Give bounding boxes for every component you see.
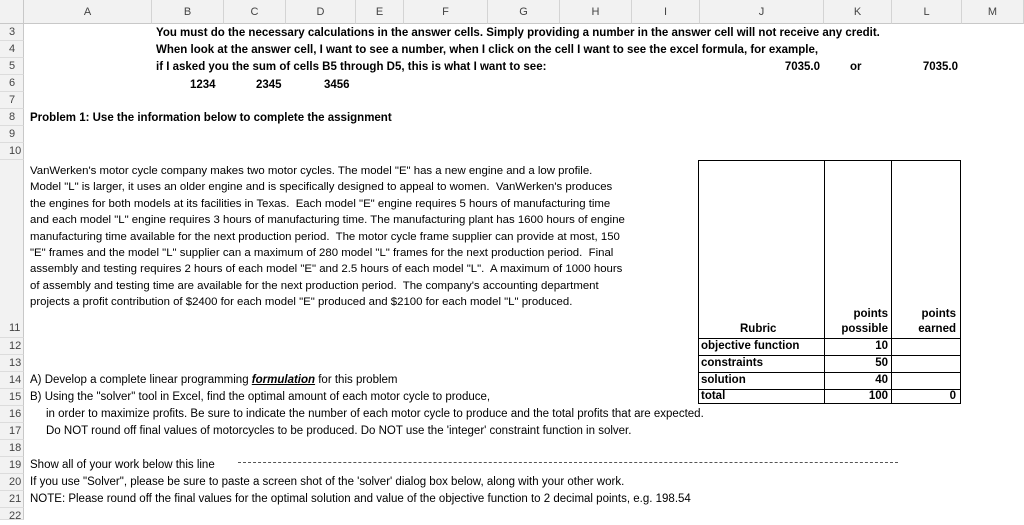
or-label: or: [850, 61, 862, 73]
row-header-7[interactable]: 7: [0, 92, 24, 109]
row-header-11[interactable]: 11: [0, 160, 24, 338]
instruction-line-1[interactable]: You must do the necessary calculations in the answer cells. Simply providing a number in the answer cell will not receive any credit.: [156, 27, 880, 39]
row-header-8[interactable]: 8: [0, 109, 24, 126]
row-header-10[interactable]: 10: [0, 143, 24, 160]
col-header-e[interactable]: E: [356, 0, 404, 24]
row-header-9[interactable]: 9: [0, 126, 24, 143]
points-possible-header-2[interactable]: possible: [841, 323, 888, 335]
col-header-i[interactable]: I: [632, 0, 700, 24]
rubric-points-solution[interactable]: 40: [875, 374, 888, 386]
row-header-14[interactable]: 14: [0, 372, 24, 389]
round-note[interactable]: NOTE: Please round off the final values for the optimal solution and value of the objective function to 2 decimal points, e.g. 198.54: [30, 493, 691, 505]
col-header-j[interactable]: J: [700, 0, 824, 24]
rubric-points-constraints[interactable]: 50: [875, 357, 888, 369]
example-answer-cell-j5[interactable]: 7035.0: [784, 61, 820, 73]
rubric-points-objective[interactable]: 10: [875, 340, 888, 352]
points-earned-header-2[interactable]: earned: [918, 323, 956, 335]
col-header-k[interactable]: K: [824, 0, 892, 24]
col-header-h[interactable]: H: [560, 0, 632, 24]
task-b[interactable]: B) Using the "solver" tool in Excel, find the optimal amount of each motor cycle to produce,: [30, 391, 491, 403]
row-header-21[interactable]: 21: [0, 491, 24, 508]
row-header-16[interactable]: 16: [0, 406, 24, 423]
rubric-title[interactable]: Rubric: [740, 323, 777, 335]
row-header-22[interactable]: 22: [0, 508, 24, 520]
row-header-5[interactable]: 5: [0, 58, 24, 75]
solver-note[interactable]: If you use "Solver", please be sure to paste a screen shot of the 'solver' dialog box below, along with your other work.: [30, 476, 625, 488]
cell-d6[interactable]: 3456: [324, 79, 350, 91]
task-b-line-3[interactable]: Do NOT round off final values of motorcycles to be produced. Do NOT use the 'integer' constraint function in solver.: [46, 425, 632, 437]
row-header-6[interactable]: 6: [0, 75, 24, 92]
col-header-d[interactable]: D: [286, 0, 356, 24]
row-header-3[interactable]: 3: [0, 24, 24, 41]
rubric-label-total[interactable]: total: [701, 390, 726, 402]
row-header-13[interactable]: 13: [0, 355, 24, 372]
row-header-15[interactable]: 15: [0, 389, 24, 406]
work-divider-line: [238, 462, 898, 463]
task-a-prefix: A) Develop a complete linear programming: [30, 374, 252, 386]
select-all-corner[interactable]: [0, 0, 24, 24]
points-earned-header-1[interactable]: points: [921, 308, 956, 320]
col-header-f[interactable]: F: [404, 0, 488, 24]
row-header-12[interactable]: 12: [0, 338, 24, 355]
show-work-label[interactable]: Show all of your work below this line: [30, 459, 215, 471]
row-header-17[interactable]: 17: [0, 423, 24, 440]
problem-title[interactable]: Problem 1: Use the information below to complete the assignment: [30, 112, 392, 124]
col-header-c[interactable]: C: [224, 0, 286, 24]
instruction-line-3[interactable]: if I asked you the sum of cells B5 through D5, this is what I want to see:: [156, 61, 547, 73]
cell-b6[interactable]: 1234: [190, 79, 216, 91]
example-answer-cell-l5[interactable]: 7035.0: [922, 61, 958, 73]
col-header-a[interactable]: A: [24, 0, 152, 24]
rubric-label-objective[interactable]: objective function: [701, 340, 800, 352]
col-header-l[interactable]: L: [892, 0, 962, 24]
col-header-b[interactable]: B: [152, 0, 224, 24]
task-a-suffix: for this problem: [315, 374, 398, 386]
task-a[interactable]: [30, 374, 398, 386]
col-header-m[interactable]: M: [962, 0, 1024, 24]
points-possible-header-1[interactable]: points: [853, 308, 888, 320]
row-header-19[interactable]: 19: [0, 457, 24, 474]
problem-description[interactable]: VanWerken's motor cycle company makes two motor cycles. The model "E" has a new engine and a low profile. Model "L" is larger, it uses an older engine and is specifically designed to appeal to women. VanWerken's produces the engines for both models at its facilities in Texas. Each model "E" engine requires 5 hours of manufacturing time and each model "L" engine requires 3 hours of manufacturing time. The manufacturing plant has 1600 hours of engine manufacturing time available for the next production period. The motor cycle frame supplier can provide at most, 150 "E" frames and the model "L" supplier can a maximum of 280 model "L" frames for the next production period. Final assembly and testing requires 2 hours of each model "E" and 2.5 hours of each model "L". A maximum of 1000 hours of assembly and testing time are available for the next production period. The company's accounting department projects a profit contribution of $2400 for each model "E" produced and $2100 for each model "L" produced.: [30, 165, 625, 309]
rubric-points-total[interactable]: 100: [868, 390, 888, 402]
task-a-emphasis: formulation: [251, 374, 316, 386]
row-header-18[interactable]: 18: [0, 440, 24, 457]
row-header-20[interactable]: 20: [0, 474, 24, 491]
instruction-line-2[interactable]: When look at the answer cell, I want to see a number, when I click on the cell I want to see the excel formula, for example,: [156, 44, 819, 56]
task-b-line-2[interactable]: in order to maximize profits. Be sure to indicate the number of each motor cycle to produce and the total profits that are expected.: [46, 408, 704, 420]
col-header-g[interactable]: G: [488, 0, 560, 24]
row-header-4[interactable]: 4: [0, 41, 24, 58]
cell-c6[interactable]: 2345: [256, 79, 282, 91]
rubric-label-constraints[interactable]: constraints: [701, 357, 763, 369]
rubric-label-solution[interactable]: solution: [701, 374, 746, 386]
rubric-earned-total[interactable]: 0: [949, 390, 956, 402]
